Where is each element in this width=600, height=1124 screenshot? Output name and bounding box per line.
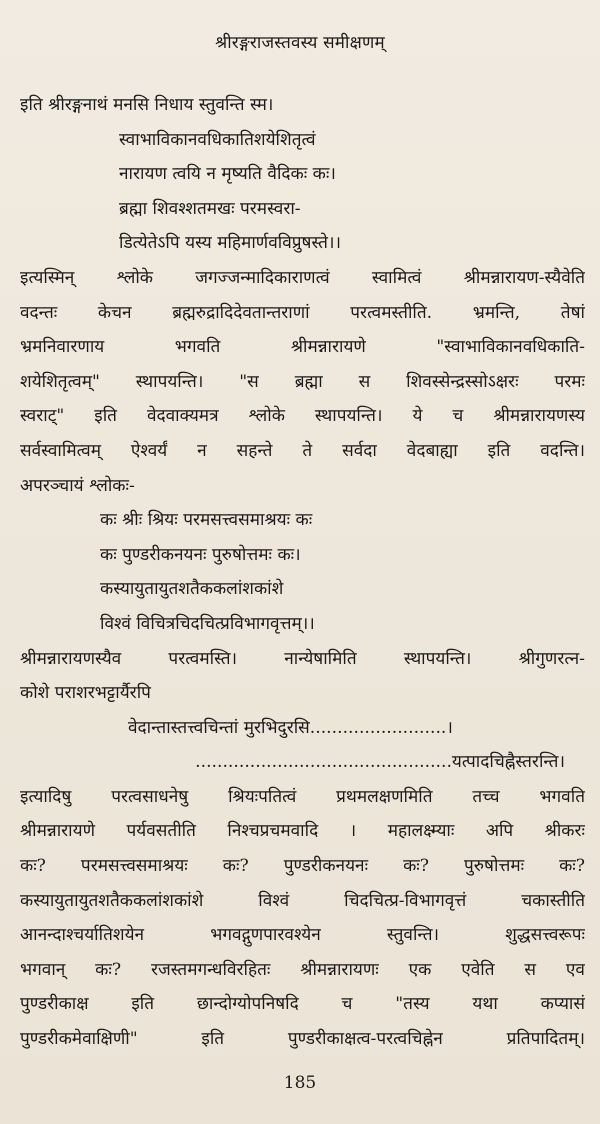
body-text [20,88,585,1057]
text-line: कस्यायुतायुतशतैककलांशकांशे विश्वं चिदचित्प्र-विभागवृत्तं चकास्तीति [20,890,585,911]
verse-line: कः पुण्डरीकनयनः पुरुषोत्तमः कः। [100,544,301,565]
verse-line: डित्येतेऽपि यस्य महिमार्णवविप्रुषस्ते।। [119,233,341,254]
text-line: पुण्डरीकाक्ष इति छान्दोग्योपनिषदि च "तस्य यथा कप्यासं [20,994,585,1015]
text-line: अपरञ्चायं श्लोकः- [20,475,135,496]
page-number: 185 [283,1073,317,1093]
text-line: इत्यादिषु परत्वसाधनेषु श्रियःपतित्वं प्रथमलक्षणमिति तच्च भगवति [20,786,585,807]
verse-line: नारायण त्वयि न मृष्यति वैदिकः कः। [119,164,336,185]
text-line: कः? परमसत्त्वसमाश्रयः कः? पुण्डरीकनयनः कः? पुरुषोत्तमः कः? [20,856,585,877]
verse-line: ब्रह्मा शिवश्शतमखः परमस्वरा- [119,198,301,219]
text-line: आनन्दाश्चर्यातिशयेन भगवद्गुणपारवश्येन स्तुवन्ति। शुद्धसत्त्वरूपः [20,925,585,946]
text-line: पुण्डरीकमेवाक्षिणी" इति पुण्डरीकाक्षत्व-परत्वचिह्नेन प्रतिपादितम्। [20,1029,585,1050]
verse-line: कः श्रीः श्रियः परमसत्त्वसमाश्रयः कः [100,510,313,531]
verse-line: विश्वं विचित्रचिदचित्प्रविभागवृत्तम्।। [100,613,315,634]
page-header-title: श्रीरङ्गराजस्तवस्य समीक्षणम् [215,33,385,53]
verse-line: कस्यायुतायुतशतैककलांशकांशे [100,579,284,600]
text-line: इति श्रीरङ्गनाथं मनसि निधाय स्तुवन्ति स्म। [20,95,274,115]
text-line: भ्रमनिवारणाय भगवति श्रीमन्नारायणे "स्वाभाविकानवधिकाति- [20,337,585,358]
text-line: कोशे पराशरभट्टार्यैरपि [20,683,151,704]
text-line: इत्यस्मिन् श्लोके जगज्जन्मादिकाराणत्वं स्वामित्वं श्रीमन्नारायण-स्यैवेति [20,267,585,288]
text-line: स्वराट्" इति वेदवाक्यमत्र श्लोके स्थापयन्ति। ये च श्रीमन्नारायणस्य [20,406,585,427]
text-line: श्रीमन्नारायणे पर्यवसतीति निश्चप्रचमवादि । महालक्ष्म्याः अपि श्रीकरः [20,821,585,842]
text-line: शयेशितृत्वम्" स्थापयन्ति। "स ब्रह्मा स शिवस्सेन्द्रस्सोऽक्षरः परमः [20,371,585,392]
text-line: वदन्तः केचन ब्रह्मरुद्रादिदेवतान्तराणां परत्वमस्तीति. भ्रमन्ति, तेषां [20,302,585,323]
verse-line: ...............................................यत्पादचिह्नैस्तरन्ति। [195,752,565,773]
text-line: सर्वस्वामित्वम् ऐश्वर्यं न सहन्ते ते सर्वदा वेदबाह्या इति वदन्ति। [20,440,585,461]
text-line: भगवान् कः? रजस्तमगन्धविरहितः श्रीमन्नारायणः एक एवेति स एव [20,959,585,980]
verse-line: स्वाभाविकानवधिकातिशयेशितृत्वं [119,129,316,150]
verse-line: वेदान्तास्तत्त्वचिन्तां मुरभिदुरसि.........................। [128,717,453,738]
text-line: श्रीमन्नारायणस्यैव परत्वमस्ति। नान्येषामिति स्थापयन्ति। श्रीगुणरत्न- [20,648,585,669]
